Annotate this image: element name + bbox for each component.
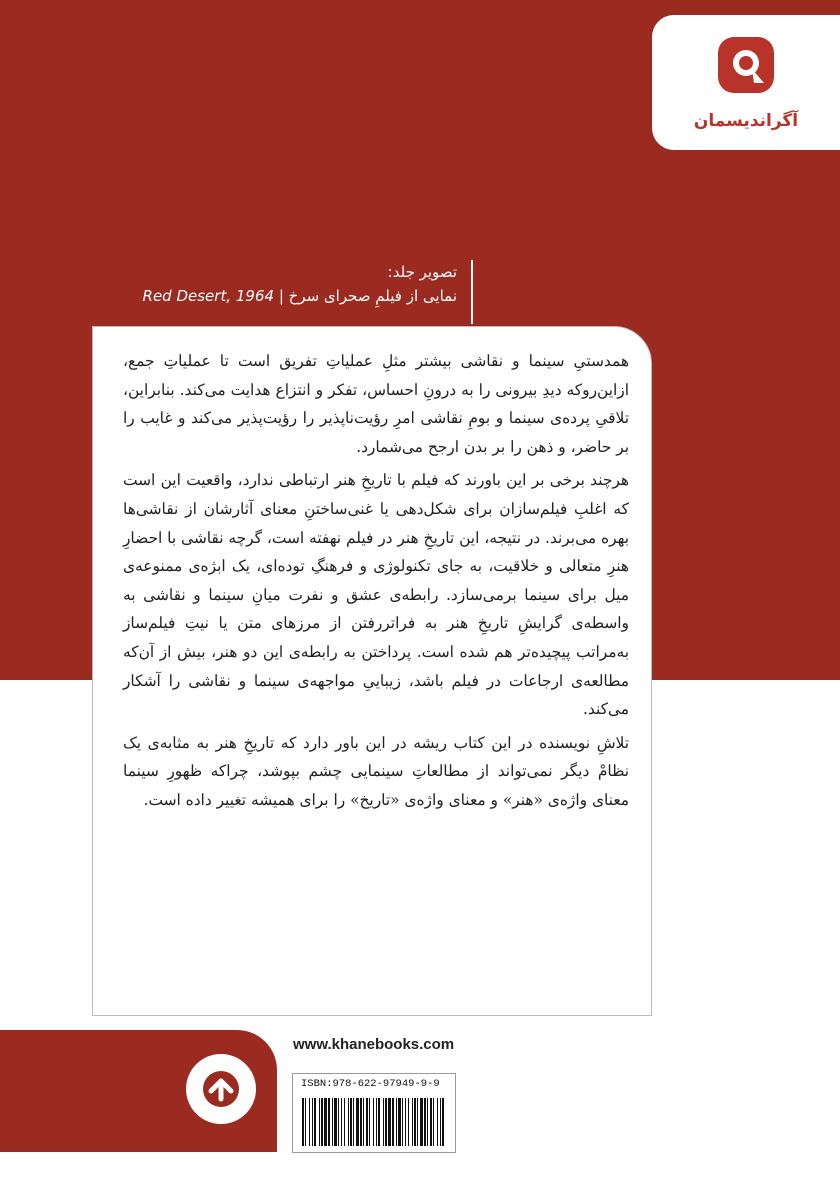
caption-separator: |: [274, 287, 289, 305]
publisher-logo-icon: [714, 33, 778, 97]
blurb-paragraph-2: هرچند برخی بر این باورند که فیلم با تاریخِ هنر ارتباطی ندارد، واقعیت این است که اغلبِ فیلم‌سازان برای شکل‌دهی یا غنی‌ساختنِ معنای آثارشان از نقاشی‌ها بهره می‌برند. در نتیجه، این تاریخِ هنر در فیلم نهفته است، گرچه نقاشی با احضارِ هنرِ متعالی و خلاقیت، به جای تکنولوژی و فرهنگِ توده‌ای، یک ابژه‌ی ممنوعه‌ی میل برای سینما برمی‌سازد. رابطه‌ی عشق و نفرت میانِ سینما و نقاشی به واسطه‌ی گرایشِ تاریخِ هنر به فراتررفتن از مرزهای متن یا نیتِ فیلم‌ساز به‌مراتب پیچیده‌تر هم شده است. پرداختن به رابطه‌ی این دو هنر، بیش از آن‌که مطالعه‌ی ارجاعات در فیلم باشد، زیباییِ مواجهه‌ی سینما و نقاشی را آشکار می‌کند.: [123, 471, 629, 719]
caption-label: تصویر جلد:: [387, 263, 457, 281]
blurb-paragraph-3: تلاشِ نویسنده در این کتاب ریشه در این باور دارد که تاریخِ هنر به مثابه‌ی یک نظامْ دیگر نمی‌تواند از مطالعاتِ سینمایی چشم بپوشد، چراکه ظهورِ سینما معنای واژه‌ی «هنر» و معنای واژه‌ی «تاریخ» را برای همیشه تغییر داده است.: [123, 733, 629, 809]
isbn-number: ISBN:978-622-97949-9-9: [301, 1078, 440, 1090]
publisher-website: www.khanebooks.com: [293, 1036, 455, 1053]
barcode-icon: [302, 1098, 448, 1146]
caption-film-title: Red Desert, 1964: [142, 287, 275, 305]
blurb-paragraph-1: همدستیِ سینما و نقاشی بیشتر مثلِ عملیاتِ تفریق است تا عملیاتِ جمع، ازاین‌روکه دیدِ بیرونی را به درونِ احساس، تفکر و انتزاع هدایت می‌کند. بنابراین، تلاقیِ پرده‌ی سینما و بومِ نقاشی امرِ رؤیت‌ناپذیر را رؤیت‌پذیر می‌کند و غایب را بر حاضر، و ذهن را بر بدن ارجح می‌شمارد.: [123, 352, 629, 456]
imprint-logo: [186, 1054, 256, 1124]
blurb-panel: [92, 326, 652, 1016]
isbn-barcode-box: [292, 1073, 456, 1153]
publisher-logo-card: [652, 15, 840, 150]
imprint-block: [0, 1030, 277, 1152]
caption-line: [100, 284, 457, 308]
cover-image-caption: [100, 260, 473, 324]
caption-description: نمایی از فیلمِ صحرای سرخ: [288, 287, 457, 305]
circular-arrow-icon: [197, 1065, 245, 1113]
publisher-name: آگراندیسمان: [693, 111, 799, 131]
